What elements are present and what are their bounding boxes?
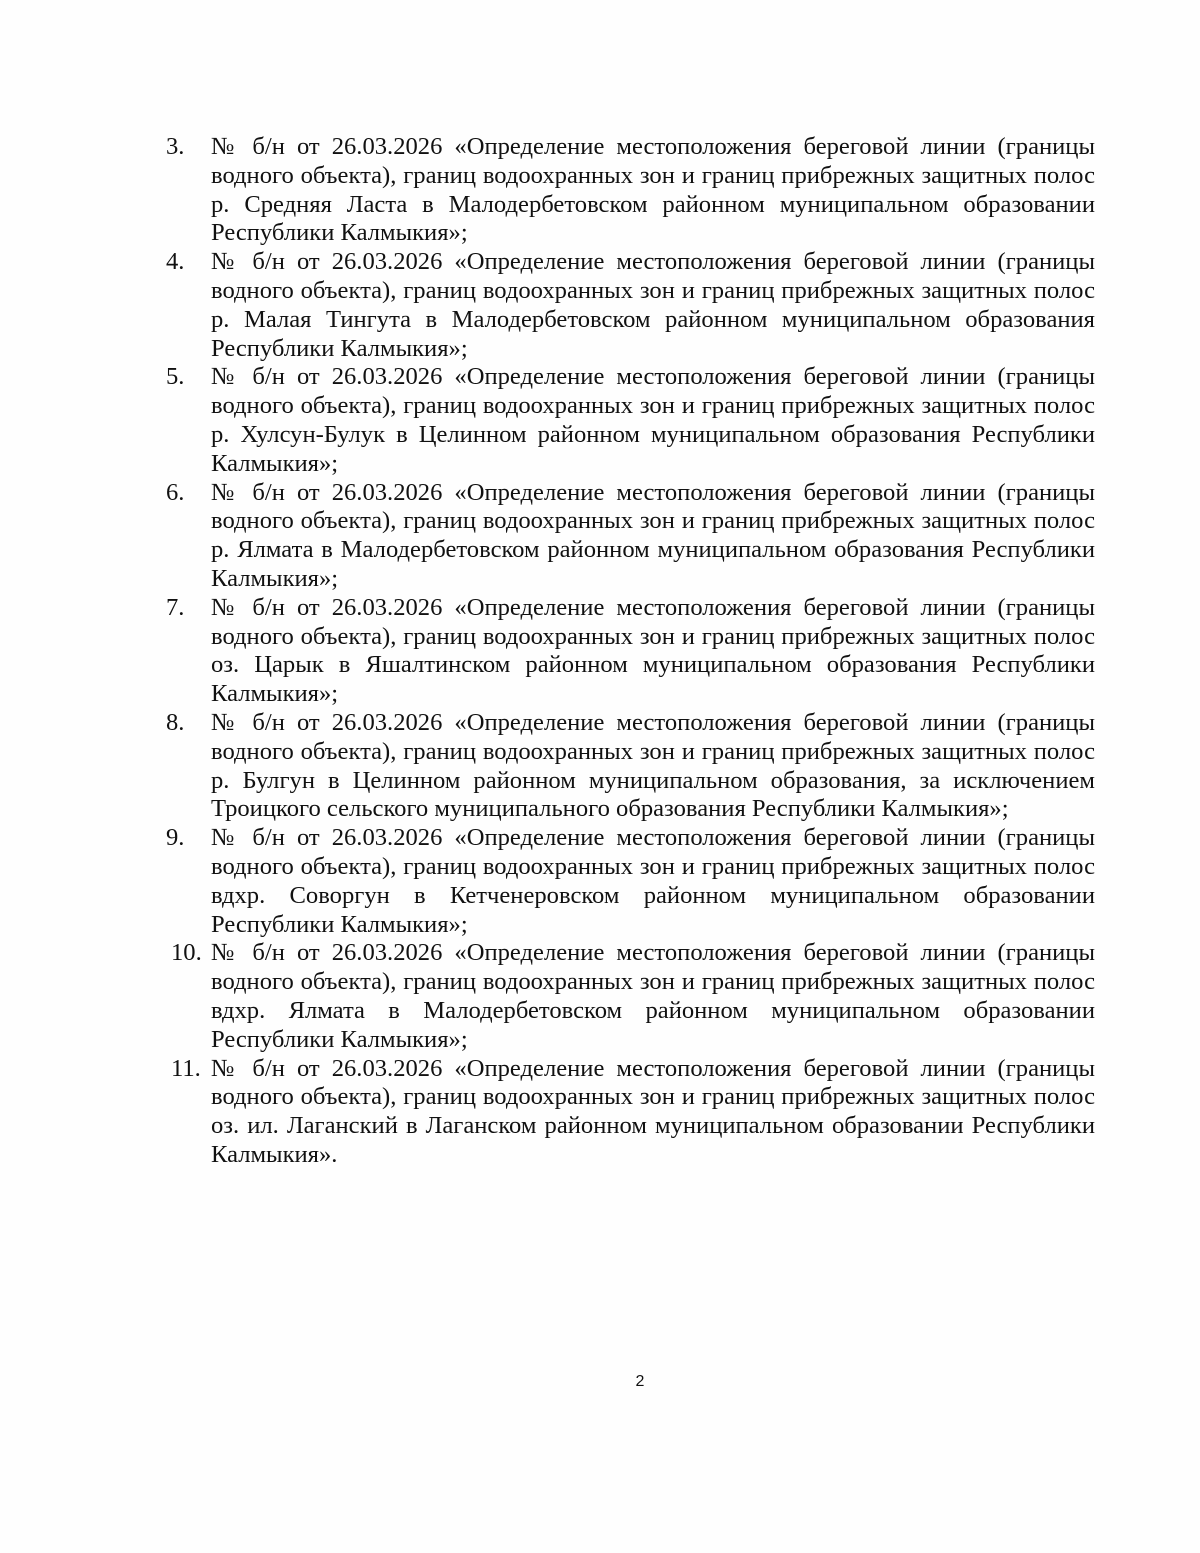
list-item	[160, 248, 1095, 363]
item-text: № б/н от 26.03.2026 «Определение местоположения береговой линии (границы водного объекта), границ водоохранных зон и границ прибрежных защитных полос р. Малая Тингута в Малодербетовском районном муниципальном образования Республики Калмыкия»;	[211, 248, 1095, 362]
item-text: № б/н от 26.03.2026 «Определение местоположения береговой линии (границы водного объекта), границ водоохранных зон и границ прибрежных защитных полос вдхр. Соворгун в Кетченеровском районном муниципальном образовании Республики Калмыкия»;	[211, 824, 1095, 938]
item-number: 11.	[171, 1054, 201, 1082]
list-item	[160, 939, 1095, 1054]
item-text: № б/н от 26.03.2026 «Определение местоположения береговой линии (границы водного объекта), границ водоохранных зон и границ прибрежных защитных полос р. Булгун в Целинном районном муниципальном образования, за исключением Троицкого сельского муниципального образования Республики Калмыкия»;	[211, 708, 1095, 823]
item-text: № б/н от 26.03.2026 «Определение местоположения береговой линии (границы водного объекта), границ водоохранных зон и границ прибрежных защитных полос вдхр. Ялмата в Малодербетовском районном муниципальном образовании Республики Калмыкия»;	[211, 939, 1095, 1053]
item-text: № б/н от 26.03.2026 «Определение местоположения береговой линии (границы водного объекта), границ водоохранных зон и границ прибрежных защитных полос р. Хулсун-Булук в Целинном районном муниципальном образования Республики Калмыкия»;	[211, 363, 1095, 477]
page-number: 2	[635, 1373, 645, 1390]
item-text: № б/н от 26.03.2026 «Определение местоположения береговой линии (границы водного объекта), границ водоохранных зон и границ прибрежных защитных полос оз. Царык в Яшалтинском районном муниципальном образования Республики Калмыкия»;	[211, 593, 1095, 708]
list-item	[160, 479, 1095, 594]
item-number: 9.	[166, 824, 185, 852]
item-number: 10.	[171, 939, 202, 967]
list-item	[160, 1055, 1095, 1170]
item-number: 8.	[166, 708, 185, 736]
item-number: 7.	[166, 593, 185, 621]
list-item	[160, 363, 1095, 478]
item-text: № б/н от 26.03.2026 «Определение местоположения береговой линии (границы водного объекта), границ водоохранных зон и границ прибрежных защитных полос р. Ялмата в Малодербетовском районном муниципальном образования Республики Калмыкия»;	[211, 478, 1095, 592]
item-text: № б/н от 26.03.2026 «Определение местоположения береговой линии (границы водного объекта), границ водоохранных зон и границ прибрежных защитных полос р. Средняя Ласта в Малодербетовском районном муниципальном образовании Республики Калмыкия»;	[211, 133, 1095, 247]
list-item	[160, 709, 1095, 824]
document-list	[160, 133, 1095, 1170]
list-item	[160, 133, 1095, 248]
list-item	[160, 824, 1095, 939]
item-number: 6.	[166, 478, 185, 506]
item-text: № б/н от 26.03.2026 «Определение местоположения береговой линии (границы водного объекта), границ водоохранных зон и границ прибрежных защитных полос оз. ил. Лаганский в Лаганском районном муниципальном образовании Республики Калмыкия».	[211, 1054, 1095, 1168]
item-number: 5.	[166, 363, 185, 391]
list-item	[160, 594, 1095, 709]
item-number: 4.	[166, 248, 185, 276]
item-number: 3.	[166, 133, 185, 160]
